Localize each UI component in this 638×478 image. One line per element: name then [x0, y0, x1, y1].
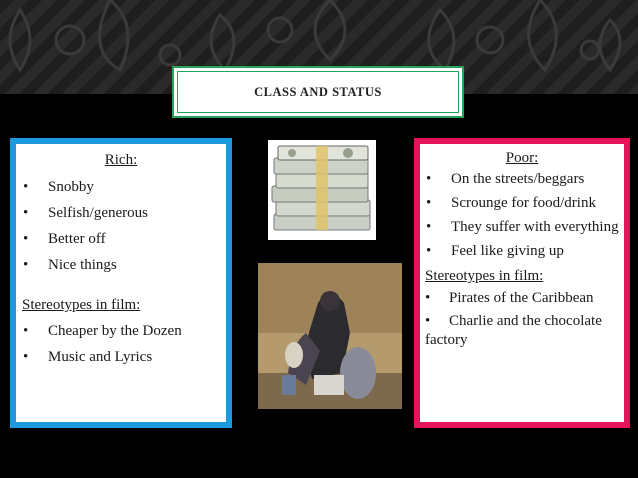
film-title: Charlie and the chocolate factory	[425, 313, 602, 348]
rich-traits-list	[22, 177, 220, 275]
list-item: • Cheaper by the Dozen	[22, 321, 220, 341]
slide-title: CLASS AND STATUS	[254, 84, 382, 99]
poor-traits-list	[425, 170, 619, 261]
list-item: • Nice things	[22, 255, 220, 275]
rich-films-heading: Stereotypes in film:	[22, 297, 141, 313]
beggar-photo	[258, 263, 402, 409]
rich-heading: Rich:	[104, 152, 138, 168]
list-item: • Scrounge for food/drink	[425, 194, 619, 213]
list-item	[425, 312, 619, 350]
rich-films-list	[22, 321, 220, 367]
title-inner-frame	[177, 71, 459, 113]
title-box	[172, 66, 464, 118]
poor-films-list	[425, 289, 619, 350]
bullet-glyph: •	[425, 313, 431, 329]
list-item: • Selfish/generous	[22, 203, 220, 223]
list-item: • They suffer with everything	[425, 218, 619, 237]
money-stack-image	[268, 140, 376, 240]
list-item: • Music and Lyrics	[22, 347, 220, 367]
bullet-glyph: •	[425, 290, 431, 306]
film-title: Pirates of the Caribbean	[449, 290, 594, 306]
poor-heading: Poor:	[505, 150, 539, 166]
poor-films-heading: Stereotypes in film:	[425, 268, 544, 284]
list-item	[425, 289, 619, 308]
poor-panel	[414, 138, 630, 428]
list-item: • Better off	[22, 229, 220, 249]
list-item: • Feel like giving up	[425, 242, 619, 261]
rich-panel	[10, 138, 232, 428]
list-item: • On the streets/beggars	[425, 170, 619, 189]
list-item: • Snobby	[22, 177, 220, 197]
